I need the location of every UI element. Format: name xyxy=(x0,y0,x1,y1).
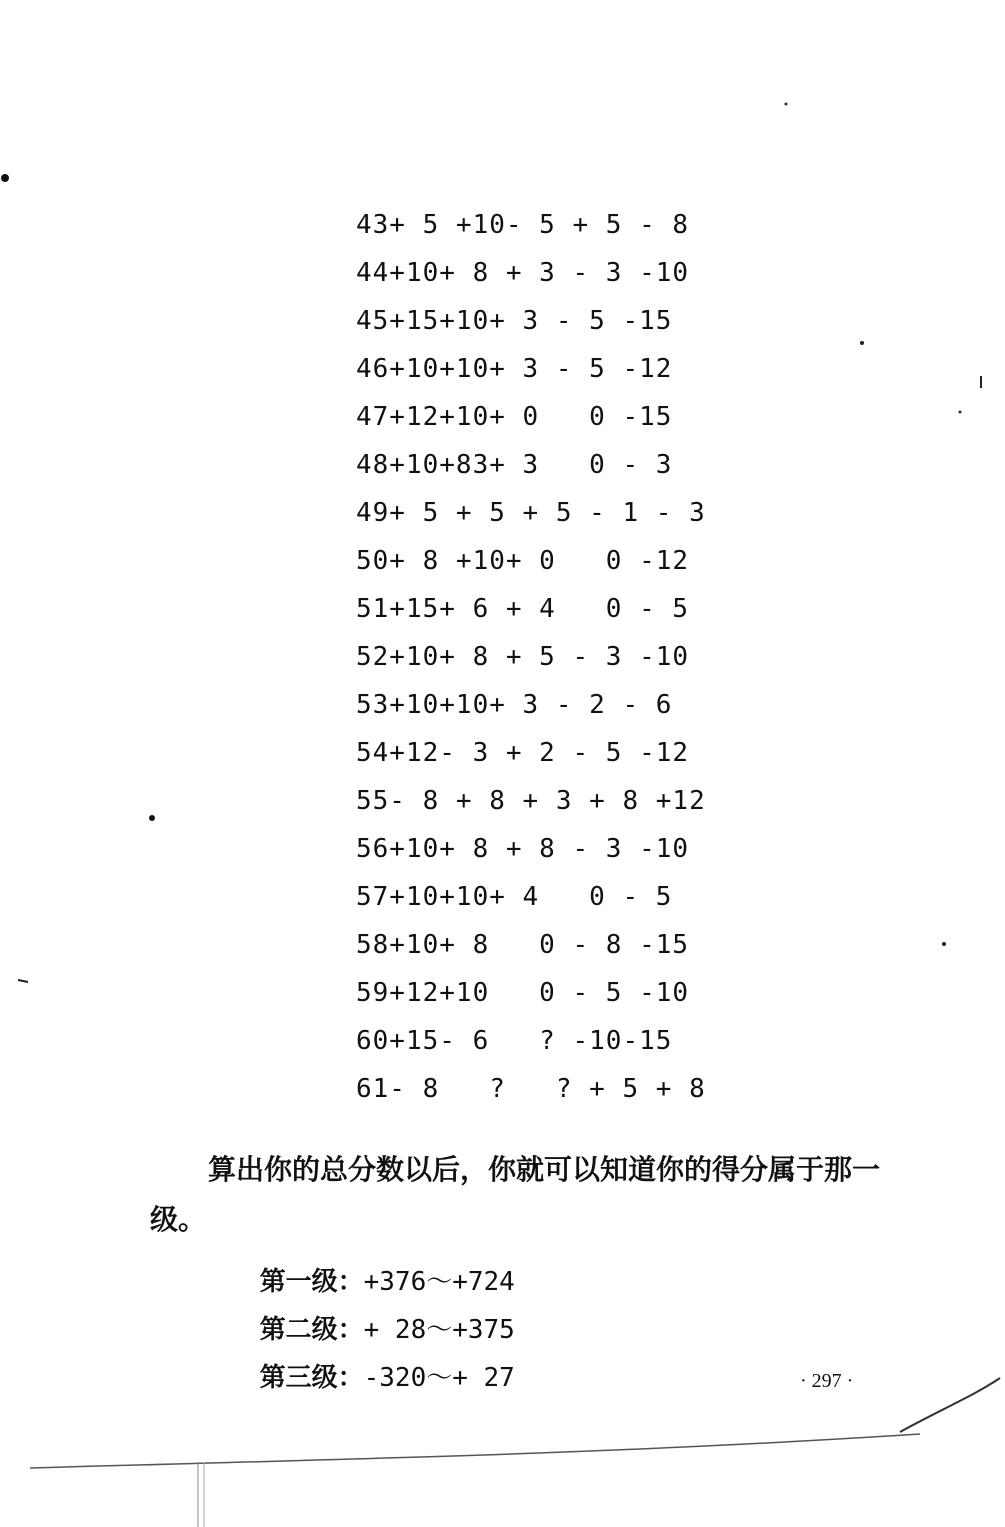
instruction-paragraph: 算出你的总分数以后，你就可以知道你的得分属于那一级。 xyxy=(150,1153,881,1236)
score-row: 61- 8 ? ? + 5 + 8 xyxy=(356,1074,706,1104)
score-row: 60+15- 6 ? -10-15 xyxy=(356,1026,673,1056)
score-row: 56+10+ 8 + 8 - 3 -10 xyxy=(356,834,690,864)
score-row: 51+15+ 6 + 4 0 - 5 xyxy=(356,594,690,624)
score-row: 55- 8 + 8 + 3 + 8 +12 xyxy=(356,786,706,816)
level-list xyxy=(210,1210,515,1393)
level-range: +376～+724 xyxy=(363,1267,515,1297)
score-row: 48+10+83+ 3 0 - 3 xyxy=(356,450,673,480)
level-range: -320～+ 27 xyxy=(363,1363,515,1393)
level-row xyxy=(210,1210,515,1297)
score-row: 50+ 8 +10+ 0 0 -12 xyxy=(356,546,690,576)
score-row: 47+12+10+ 0 0 -15 xyxy=(356,402,673,432)
score-row: 54+12- 3 + 2 - 5 -12 xyxy=(356,738,690,768)
level-label: 第二级： xyxy=(259,1315,364,1345)
page-number: · 297 · xyxy=(800,1370,854,1392)
score-row: 59+12+10 0 - 5 -10 xyxy=(356,978,690,1008)
score-row: 49+ 5 + 5 + 5 - 1 - 3 xyxy=(356,498,706,528)
level-label: 第三级： xyxy=(259,1363,364,1393)
score-row: 52+10+ 8 + 5 - 3 -10 xyxy=(356,642,690,672)
score-table xyxy=(356,201,736,1113)
score-row: 43+ 5 +10- 5 + 5 - 8 xyxy=(356,210,690,240)
score-row: 46+10+10+ 3 - 5 -12 xyxy=(356,354,673,384)
level-label: 第一级： xyxy=(259,1267,364,1297)
score-row: 45+15+10+ 3 - 5 -15 xyxy=(356,306,673,336)
score-row: 58+10+ 8 0 - 8 -15 xyxy=(356,930,690,960)
score-row: 53+10+10+ 3 - 2 - 6 xyxy=(356,690,673,720)
score-row: 57+10+10+ 4 0 - 5 xyxy=(356,882,673,912)
level-range: + 28～+375 xyxy=(363,1315,515,1345)
score-row: 44+10+ 8 + 3 - 3 -10 xyxy=(356,258,690,288)
